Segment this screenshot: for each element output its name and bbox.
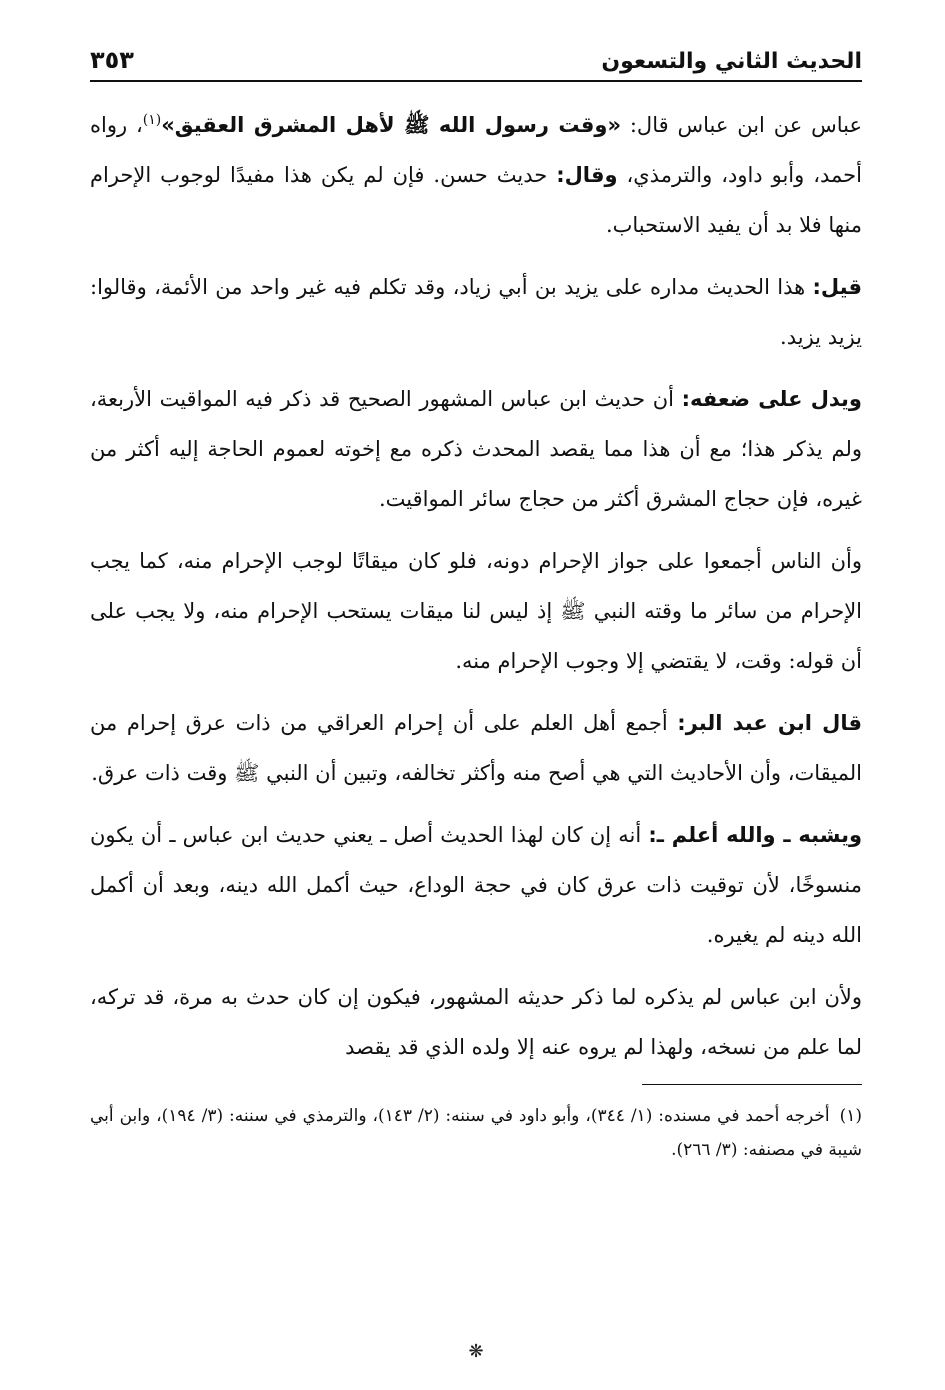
paragraph-7 (90, 972, 862, 1072)
paragraph-lead: قال ابن عبد البر: (677, 711, 862, 735)
page-number: ٣٥٣ (90, 46, 134, 74)
paragraph-lead: ويدل على ضعفه: (681, 387, 862, 411)
paragraph-text: ولأن ابن عباس لم يذكره لما ذكر حديثه المشهور، فيكون إن كان حدث به مرة، قد تركه، لما علم من نسخه، ولهذا لم يروه عنه إلا ولده الذي قد يقصد (90, 985, 862, 1059)
paragraph-4 (90, 536, 862, 686)
running-title: الحديث الثاني والتسعون (601, 49, 862, 74)
paragraph-text: أنه إن كان لهذا الحديث أصل ـ يعني حديث ابن عباس ـ أن يكون منسوخًا، لأن توقيت ذات عرق كان في حجة الوداع، حيث أكمل الله دينه، وبعد أن أكمل الله دينه لم يغيره. (90, 823, 862, 947)
paragraph-text: هذا الحديث مداره على يزيد بن أبي زياد، وقد تكلم فيه غير واحد من الأئمة، وقالوا: يزيد يزيد. (90, 275, 862, 349)
paragraph-6 (90, 810, 862, 960)
paragraph-text: أن حديث ابن عباس المشهور الصحيح قد ذكر فيه المواقيت الأربعة، ولم يذكر هذا؛ مع أن هذا مما يقصد المحدث ذكره مع إخوته لعموم الحاجة إليه أكثر من غيره، فإن حجاج المشرق أكثر من حجاج سائر المواقيت. (90, 387, 862, 511)
paragraph-lead: وقال: (556, 163, 618, 187)
footnote-text: أخرجه أحمد في مسنده: (١/ ٣٤٤)، وأبو داود في سننه: (٢/ ١٤٣)، والترمذي في سننه: (٣/ ١٩٤)، وابن أبي شيبة في مصنفه: (٣/ ٢٦٦). (90, 1106, 862, 1160)
footnote-1 (90, 1099, 862, 1167)
footnote-number: (١) (839, 1106, 862, 1126)
paragraph-text: أجمع أهل العلم على أن إحرام العراقي من ذات عرق إحرام من الميقات، وأن الأحاديث التي هي أصح منه وأكثر تخالفه، وتبين أن النبي ﷺ وقت ذات عرق. (90, 711, 862, 785)
footnote-reference[interactable]: (١) (142, 112, 162, 128)
paragraph-text: عباس عن ابن عباس قال: (621, 113, 862, 137)
hadith-quote: «وقت رسول الله ﷺ لأهل المشرق العقيق» (161, 113, 622, 137)
paragraph-2 (90, 262, 862, 362)
page-header (90, 32, 862, 82)
paragraph-lead: قيل: (812, 275, 862, 299)
paragraph-1 (90, 100, 862, 250)
footnote-divider (642, 1084, 862, 1085)
paragraph-lead: ويشبه ـ والله أعلم ـ: (648, 823, 863, 847)
page-ornament-icon: ❋ (468, 1341, 484, 1362)
footnotes (90, 1099, 862, 1167)
paragraph-3 (90, 374, 862, 524)
paragraph-5 (90, 698, 862, 798)
paragraph-text: وأن الناس أجمعوا على جواز الإحرام دونه، فلو كان ميقاتًا لوجب الإحرام منه، كما يجب الإحرام من سائر ما وقته النبي ﷺ إذ ليس لنا ميقات يستحب الإحرام منه، ولا يجب على أن قوله: وقت، لا يقتضي إلا وجوب الإحرام منه. (90, 549, 862, 673)
paragraph-text: حديث حسن. فإن لم يكن هذا مفيدًا لوجوب الإحرام منها فلا بد أن يفيد الاستحباب. (90, 163, 862, 237)
book-page (90, 32, 862, 1362)
paragraph-text: ، رواه أحمد، وأبو داود، والترمذي، (90, 113, 862, 187)
main-text (90, 100, 862, 1072)
